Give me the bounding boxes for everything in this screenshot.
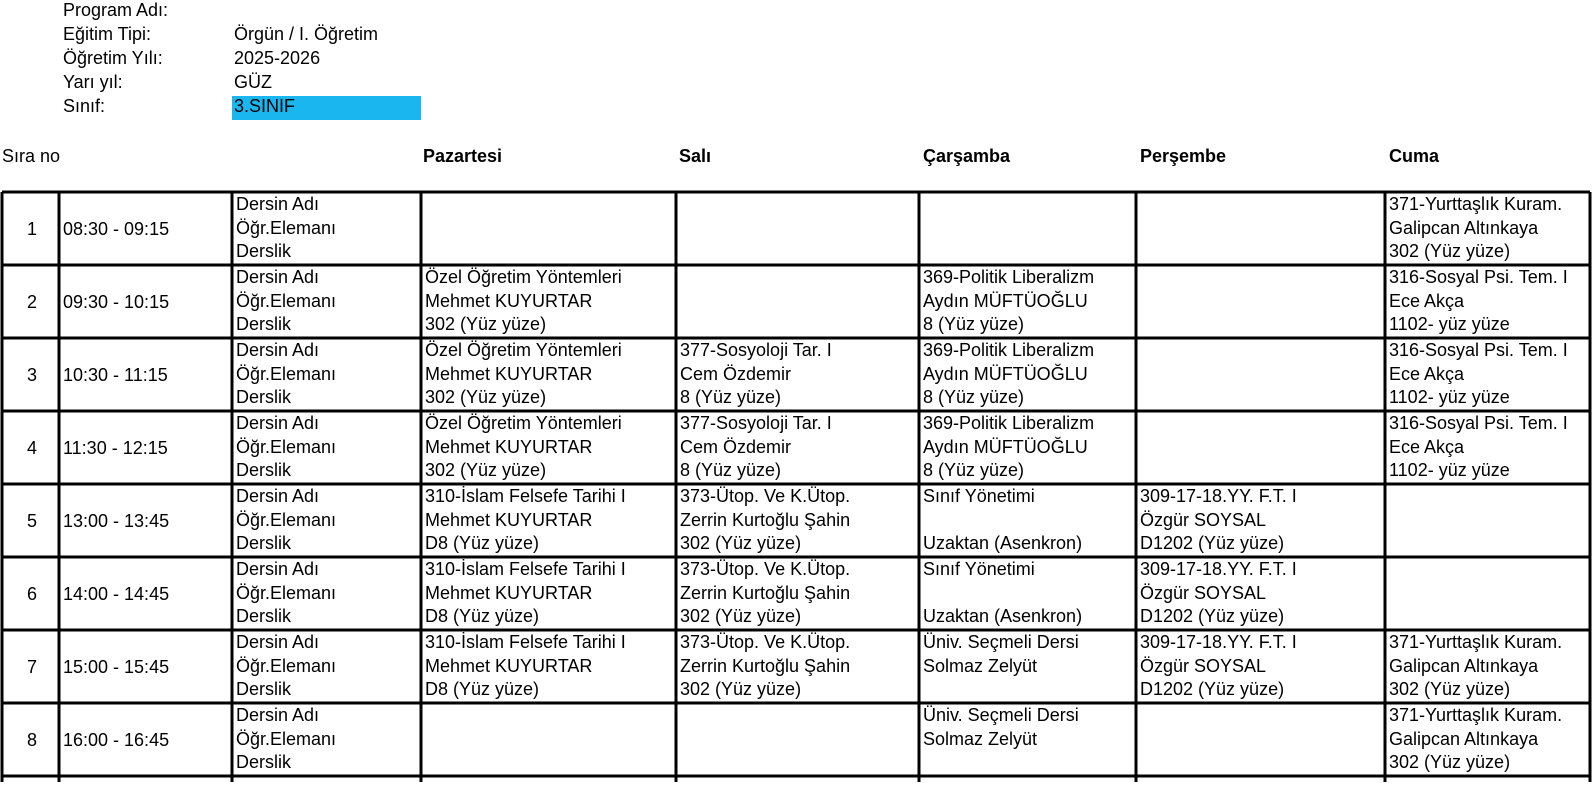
row-time: 09:30 - 10:15: [63, 292, 170, 312]
row-time: 08:30 - 09:15: [63, 219, 170, 239]
row-number: 3: [26, 365, 37, 385]
course-cell-line: Aydın MÜFTÜOĞLU: [923, 363, 1088, 384]
course-cell-line: 371-Yurttaşlık Kuram.: [1389, 705, 1563, 725]
course-cell-line: Galipcan Altınkaya: [1389, 655, 1539, 676]
row-label: Dersin Adı: [236, 705, 320, 725]
course-cell-line: Özel Öğretim Yöntemleri: [425, 413, 622, 433]
course-cell-line: 373-Ütop. Ve K.Ütop.: [680, 559, 851, 579]
course-cell-line: 8 (Yüz yüze): [923, 314, 1025, 334]
course-cell-line: 302 (Yüz yüze): [1389, 679, 1511, 699]
course-cell-line: 309-17-18.YY. F.T. I: [1140, 486, 1297, 506]
course-cell-line: Özel Öğretim Yöntemleri: [425, 340, 622, 360]
row-label: Öğr.Elemanı: [236, 509, 337, 530]
sinif-value: 3.SINIF: [234, 96, 296, 116]
course-cell-line: 302 (Yüz yüze): [425, 460, 547, 480]
course-cell-line: Sınıf Yönetimi: [923, 559, 1035, 579]
course-cell-line: 309-17-18.YY. F.T. I: [1140, 559, 1297, 579]
row-label: Öğr.Elemanı: [236, 217, 337, 238]
course-cell-line: D8 (Yüz yüze): [425, 533, 540, 553]
course-cell-line: 8 (Yüz yüze): [680, 460, 782, 480]
course-cell-line: Özgür SOYSAL: [1140, 582, 1267, 603]
course-cell-line: Galipcan Altınkaya: [1389, 728, 1539, 749]
course-cell-line: 310-İslam Felsefe Tarihi I: [425, 559, 626, 579]
row-time: 11:30 - 12:15: [63, 438, 168, 458]
course-cell-line: 8 (Yüz yüze): [680, 387, 782, 407]
row-label: Öğr.Elemanı: [236, 290, 337, 311]
course-cell-line: 302 (Yüz yüze): [680, 533, 802, 553]
row-time: 10:30 - 11:15: [63, 365, 168, 385]
course-cell-line: 377-Sosyoloji Tar. I: [680, 340, 832, 360]
header-cuma: Cuma: [1389, 146, 1440, 166]
row-number: 6: [26, 584, 37, 604]
course-cell-line: Cem Özdemir: [680, 363, 792, 384]
course-cell-line: 369-Politik Liberalizm: [923, 413, 1095, 433]
course-cell-line: Ece Akça: [1389, 363, 1465, 384]
row-label: Derslik: [236, 679, 292, 699]
row-label: Derslik: [236, 314, 292, 334]
course-cell-line: 302 (Yüz yüze): [425, 314, 547, 334]
course-cell-line: 371-Yurttaşlık Kuram.: [1389, 194, 1563, 214]
course-cell-line: Galipcan Altınkaya: [1389, 217, 1539, 238]
row-label: Dersin Adı: [236, 194, 320, 214]
row-label: Derslik: [236, 460, 292, 480]
row-number: 7: [26, 657, 37, 677]
course-cell-line: 369-Politik Liberalizm: [923, 267, 1095, 287]
course-cell-line: D8 (Yüz yüze): [425, 679, 540, 699]
course-cell-line: 302 (Yüz yüze): [1389, 752, 1511, 772]
row-label: Dersin Adı: [236, 340, 320, 360]
course-cell-line: Özgür SOYSAL: [1140, 655, 1267, 676]
course-cell-line: Mehmet KUYURTAR: [425, 509, 593, 530]
row-time: 14:00 - 14:45: [63, 584, 170, 604]
course-cell-line: Ece Akça: [1389, 436, 1465, 457]
yariyil-label: Yarı yıl:: [63, 72, 123, 92]
course-cell-line: 373-Ütop. Ve K.Ütop.: [680, 486, 851, 506]
course-cell-line: 369-Politik Liberalizm: [923, 340, 1095, 360]
course-cell-line: Mehmet KUYURTAR: [425, 582, 593, 603]
row-time: 15:00 - 15:45: [63, 657, 170, 677]
course-cell-line: 316-Sosyal Psi. Tem. I: [1389, 413, 1568, 433]
sinif-label: Sınıf:: [63, 96, 106, 116]
course-cell-line: D8 (Yüz yüze): [425, 606, 540, 626]
course-cell-line: 8 (Yüz yüze): [923, 460, 1025, 480]
row-label: Dersin Adı: [236, 413, 320, 433]
row-number: 5: [26, 511, 37, 531]
row-label: Dersin Adı: [236, 267, 320, 287]
row-label: Dersin Adı: [236, 559, 320, 579]
header-persembe: Perşembe: [1140, 146, 1227, 166]
course-cell-line: Cem Özdemir: [680, 436, 792, 457]
course-cell-line: Sınıf Yönetimi: [923, 486, 1035, 506]
row-number: 8: [26, 730, 37, 750]
header-sali: Salı: [679, 146, 712, 166]
row-label: Öğr.Elemanı: [236, 436, 337, 457]
course-cell-line: Üniv. Seçmeli Dersi: [923, 705, 1079, 725]
yariyil-value: GÜZ: [234, 72, 272, 92]
course-cell-line: 309-17-18.YY. F.T. I: [1140, 632, 1297, 652]
course-cell-line: 1102- yüz yüze: [1389, 460, 1510, 480]
course-cell-line: 1102- yüz yüze: [1389, 387, 1510, 407]
course-cell-line: Solmaz Zelyüt: [923, 728, 1038, 749]
row-label: Derslik: [236, 606, 292, 626]
row-label: Derslik: [236, 752, 292, 772]
row-label: Derslik: [236, 241, 292, 261]
course-cell-line: Zerrin Kurtoğlu Şahin: [680, 509, 851, 530]
program-label: Program Adı:: [63, 0, 169, 20]
yil-label: Öğretim Yılı:: [63, 48, 163, 68]
egitim-label: Eğitim Tipi:: [63, 24, 152, 44]
course-cell-line: 371-Yurttaşlık Kuram.: [1389, 632, 1563, 652]
course-cell-line: Zerrin Kurtoğlu Şahin: [680, 582, 851, 603]
course-cell-line: Uzaktan (Asenkron): [923, 533, 1083, 553]
course-cell-line: 1102- yüz yüze: [1389, 314, 1510, 334]
row-number: 4: [26, 438, 37, 458]
row-time: 13:00 - 13:45: [63, 511, 170, 531]
course-cell-line: 8 (Yüz yüze): [923, 387, 1025, 407]
row-label: Öğr.Elemanı: [236, 655, 337, 676]
course-cell-line: Uzaktan (Asenkron): [923, 606, 1083, 626]
course-cell-line: D1202 (Yüz yüze): [1140, 533, 1285, 553]
course-cell-line: 373-Ütop. Ve K.Ütop.: [680, 632, 851, 652]
course-cell-line: Solmaz Zelyüt: [923, 655, 1038, 676]
course-cell-line: 316-Sosyal Psi. Tem. I: [1389, 340, 1568, 360]
course-cell-line: 316-Sosyal Psi. Tem. I: [1389, 267, 1568, 287]
course-cell-line: Aydın MÜFTÜOĞLU: [923, 436, 1088, 457]
header-pazartesi: Pazartesi: [423, 146, 503, 166]
course-cell-line: 302 (Yüz yüze): [425, 387, 547, 407]
course-cell-line: 310-İslam Felsefe Tarihi I: [425, 632, 626, 652]
course-cell-line: D1202 (Yüz yüze): [1140, 679, 1285, 699]
course-cell-line: 302 (Yüz yüze): [680, 606, 802, 626]
course-cell-line: 377-Sosyoloji Tar. I: [680, 413, 832, 433]
header-carsamba: Çarşamba: [923, 146, 1011, 166]
row-number: 1: [26, 219, 37, 239]
row-label: Dersin Adı: [236, 632, 320, 652]
course-cell-line: Üniv. Seçmeli Dersi: [923, 632, 1079, 652]
course-cell-line: Mehmet KUYURTAR: [425, 363, 593, 384]
course-cell-line: D1202 (Yüz yüze): [1140, 606, 1285, 626]
course-cell-line: 302 (Yüz yüze): [680, 679, 802, 699]
course-cell-line: Mehmet KUYURTAR: [425, 290, 593, 311]
course-cell-line: Mehmet KUYURTAR: [425, 436, 593, 457]
egitim-value: Örgün / I. Öğretim: [234, 24, 379, 44]
row-label: Dersin Adı: [236, 486, 320, 506]
course-cell-line: Ece Akça: [1389, 290, 1465, 311]
row-label: Derslik: [236, 533, 292, 553]
course-cell-line: 302 (Yüz yüze): [1389, 241, 1511, 261]
course-cell-line: Aydın MÜFTÜOĞLU: [923, 290, 1088, 311]
course-cell-line: 310-İslam Felsefe Tarihi I: [425, 486, 626, 506]
sira-no-header: Sıra no: [2, 146, 61, 166]
row-label: Öğr.Elemanı: [236, 363, 337, 384]
row-label: Öğr.Elemanı: [236, 582, 337, 603]
row-time: 16:00 - 16:45: [63, 730, 170, 750]
row-label: Derslik: [236, 387, 292, 407]
course-cell-line: Mehmet KUYURTAR: [425, 655, 593, 676]
course-cell-line: Zerrin Kurtoğlu Şahin: [680, 655, 851, 676]
course-cell-line: Özel Öğretim Yöntemleri: [425, 267, 622, 287]
course-cell-line: Özgür SOYSAL: [1140, 509, 1267, 530]
row-label: Öğr.Elemanı: [236, 728, 337, 749]
row-number: 2: [26, 292, 37, 312]
yil-value: 2025-2026: [234, 48, 321, 68]
